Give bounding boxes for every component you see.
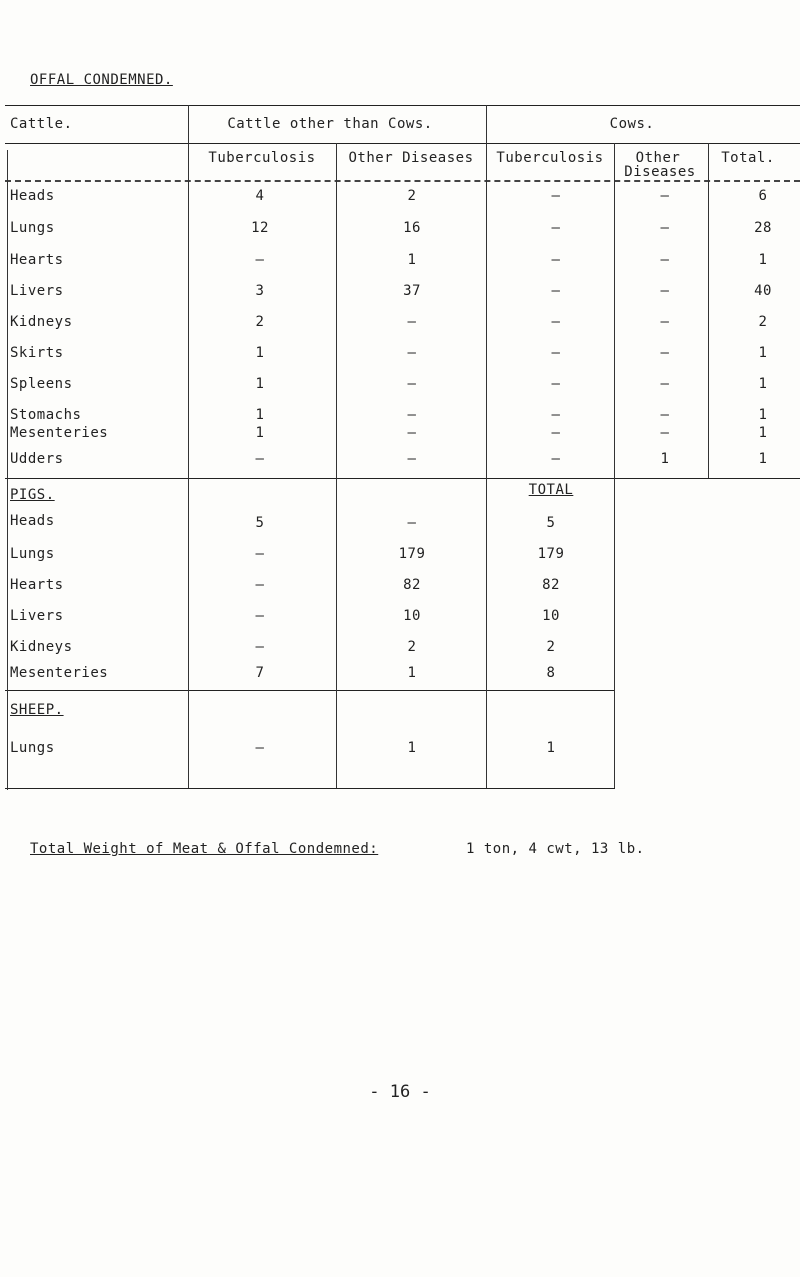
col-divider-2: [336, 143, 337, 788]
table-top-rule: [5, 105, 800, 106]
cell-other-cows: —: [660, 314, 670, 330]
cell-tb-cattle: —: [255, 451, 265, 467]
cell-tb-cattle: —: [255, 252, 265, 268]
cell-total: 40: [754, 283, 772, 299]
cell-total: 82: [542, 577, 560, 593]
total-weight-value: 1 ton, 4 cwt, 13 lb.: [466, 841, 645, 857]
cell-total: 8: [546, 665, 556, 681]
cell-other-cattle: 37: [403, 283, 421, 299]
header-total: Total.: [721, 150, 775, 166]
cell-total: 1: [546, 740, 556, 756]
total-weight-label: Total Weight of Meat & Offal Condemned:: [30, 841, 379, 857]
cell-tb-cattle: 12: [251, 220, 269, 236]
row-label: Hearts: [10, 577, 64, 593]
header-bottom-rule: [5, 180, 800, 182]
cell-other-diseases: 82: [403, 577, 421, 593]
row-label: Lungs: [10, 220, 55, 236]
cell-other-diseases: 1: [407, 665, 417, 681]
cell-total: 2: [758, 314, 768, 330]
row-label: Skirts: [10, 345, 64, 361]
row-label: Mesenteries: [10, 665, 109, 681]
cell-total: 5: [546, 515, 556, 531]
row-label: Livers: [10, 608, 64, 624]
pigs-heading: PIGS.: [10, 487, 55, 503]
cell-tb-cows: —: [551, 376, 561, 392]
header-tuberculosis-cattle: Tuberculosis: [208, 150, 316, 166]
header-tuberculosis-cows: Tuberculosis: [496, 150, 604, 166]
cell-tb-cows: —: [551, 314, 561, 330]
cell-other-diseases: 10: [403, 608, 421, 624]
cell-tb-cattle: 2: [255, 314, 265, 330]
cell-tb-cattle: 3: [255, 283, 265, 299]
cell-other-cattle: —: [407, 314, 417, 330]
row-label: Heads: [10, 188, 55, 204]
cell-other-diseases: 2: [407, 639, 417, 655]
cell-other-cattle: 16: [403, 220, 421, 236]
page-title: OFFAL CONDEMNED.: [30, 72, 173, 88]
cell-total: 28: [754, 220, 772, 236]
cell-total: 1: [758, 425, 768, 441]
header-cattle: Cattle.: [10, 116, 73, 132]
cell-tuberculosis: 5: [255, 515, 265, 531]
row-label: Kidneys: [10, 639, 73, 655]
header-cows: Cows.: [609, 116, 655, 132]
cell-other-cows: —: [660, 407, 670, 423]
row-label: Lungs: [10, 546, 55, 562]
cell-other-cattle: —: [407, 451, 417, 467]
cell-other-cows: —: [660, 252, 670, 268]
sheep-heading: SHEEP.: [10, 702, 64, 718]
cell-other-cattle: —: [407, 407, 417, 423]
row-label: Mesenteries: [10, 425, 109, 441]
cell-total: 1: [758, 451, 768, 467]
header-diseases-cows: Diseases: [624, 164, 696, 180]
cell-tuberculosis: —: [255, 740, 265, 756]
pigs-total-heading: TOTAL: [528, 482, 574, 498]
row-label: Kidneys: [10, 314, 73, 330]
row-label: Spleens: [10, 376, 73, 392]
cell-total: 179: [537, 546, 565, 562]
cell-tb-cattle: 1: [255, 407, 265, 423]
cell-tuberculosis: —: [255, 546, 265, 562]
cell-other-cows: —: [660, 220, 670, 236]
cell-tb-cattle: 4: [255, 188, 265, 204]
left-edge: [7, 150, 8, 790]
cell-tb-cows: —: [551, 345, 561, 361]
cell-total: 1: [758, 376, 768, 392]
col-divider-1: [188, 105, 189, 788]
cell-other-cattle: —: [407, 345, 417, 361]
cell-tuberculosis: —: [255, 608, 265, 624]
cell-other-cows: —: [660, 283, 670, 299]
page-number: - 16 -: [369, 1082, 431, 1102]
row-label: Heads: [10, 513, 55, 529]
cell-other-cows: 1: [660, 451, 670, 467]
cell-tb-cows: —: [551, 220, 561, 236]
cell-other-cattle: 1: [407, 252, 417, 268]
cell-tb-cows: —: [551, 451, 561, 467]
cell-total: 2: [546, 639, 556, 655]
cell-tb-cows: —: [551, 283, 561, 299]
cell-other-cows: —: [660, 376, 670, 392]
row-label: Hearts: [10, 252, 64, 268]
cell-tuberculosis: —: [255, 577, 265, 593]
cell-total: 1: [758, 345, 768, 361]
cell-tb-cows: —: [551, 252, 561, 268]
cell-total: 10: [542, 608, 560, 624]
cell-total: 1: [758, 407, 768, 423]
table-bottom-rule: [5, 788, 615, 789]
col-divider-4: [614, 143, 615, 788]
cell-other-diseases: 1: [407, 740, 417, 756]
cell-total: 1: [758, 252, 768, 268]
cell-other-diseases: 179: [398, 546, 426, 562]
col-divider-5: [708, 143, 709, 478]
row-label: Udders: [10, 451, 64, 467]
pigs-divider: [5, 478, 800, 479]
cell-tb-cows: —: [551, 407, 561, 423]
cell-tb-cattle: 1: [255, 345, 265, 361]
cell-total: 6: [758, 188, 768, 204]
cell-tb-cows: —: [551, 188, 561, 204]
cell-tb-cattle: 1: [255, 425, 265, 441]
cell-other-cows: —: [660, 425, 670, 441]
header-other-cows: Other: [635, 150, 681, 166]
header-divider: [5, 143, 800, 144]
col-divider-3: [486, 105, 487, 788]
cell-other-cows: —: [660, 345, 670, 361]
cell-other-diseases: —: [407, 515, 417, 531]
cell-tb-cattle: 1: [255, 376, 265, 392]
cell-other-cows: —: [660, 188, 670, 204]
sheep-divider: [5, 690, 615, 691]
cell-tuberculosis: —: [255, 639, 265, 655]
cell-other-cattle: —: [407, 376, 417, 392]
cell-tb-cows: —: [551, 425, 561, 441]
header-other-diseases-cattle: Other Diseases: [348, 150, 474, 166]
row-label: Livers: [10, 283, 64, 299]
row-label: Stomachs: [10, 407, 82, 423]
cell-tuberculosis: 7: [255, 665, 265, 681]
row-label: Lungs: [10, 740, 55, 756]
cell-other-cattle: —: [407, 425, 417, 441]
cell-other-cattle: 2: [407, 188, 417, 204]
header-cattle-other-than-cows: Cattle other than Cows.: [227, 116, 433, 132]
